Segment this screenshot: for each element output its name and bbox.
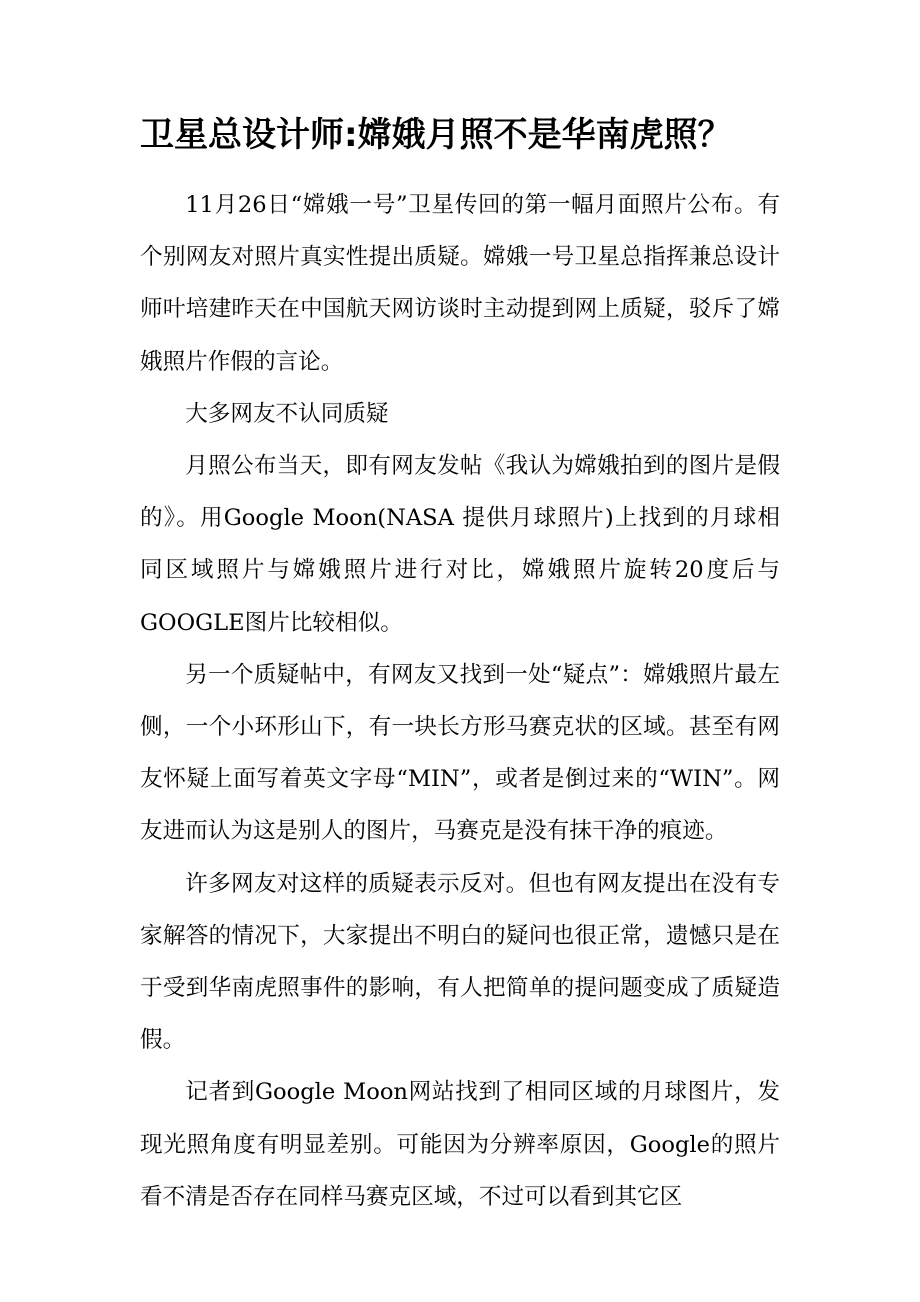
paragraph-post-claim: 月照公布当天，即有网友发帖《我认为嫦娥拍到的图片是假的》。用Google Moon(NASA 提供月球照片)上找到的月球相同区域照片与嫦娥照片进行对比，嫦娥照片旋转20度后与GOOGLE图片比较相似。 <box>140 453 780 636</box>
paragraph-reporter-check: 记者到Google Moon网站找到了相同区域的月球图片，发现光照角度有明显差别。可能因为分辨率原因，Google的照片看不清是否存在同样马赛克区域，不过可以看到其它区 <box>140 1079 780 1210</box>
paragraph-subheading: 大多网友不认同质疑 <box>185 400 389 427</box>
paragraph-mosaic-doubt: 另一个质疑帖中，有网友又找到一处“疑点”：嫦娥照片最左侧，一个小环形山下，有一块长方形马赛克状的区域。甚至有网友怀疑上面写着英文字母“MIN”，或者是倒过来的“WIN”。网友进而认为这是别人的图片，马赛克是没有抹干净的痕迹。 <box>140 661 780 845</box>
paragraph-intro: 11月26日“嫦娥一号”卫星传回的第一幅月面照片公布。有个别网友对照片真实性提出质疑。嫦娥一号卫星总指挥兼总设计师叶培建昨天在中国航天网访谈时主动提到网上质疑，驳斥了嫦娥照片作假的言论。 <box>140 192 780 375</box>
document-body <box>140 179 780 1223</box>
document-title: 卫星总设计师:嫦娥月照不是华南虎照？ <box>140 115 732 155</box>
paragraph-netizen-objection: 许多网友对这样的质疑表示反对。但也有网友提出在没有专家解答的情况下，大家提出不明白的疑问也很正常，遗憾只是在于受到华南虎照事件的影响，有人把简单的提问题变成了质疑造假。 <box>140 870 780 1054</box>
